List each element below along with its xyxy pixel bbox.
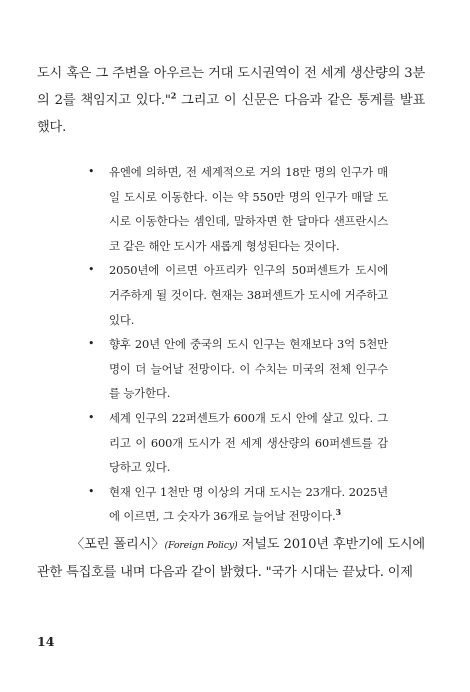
footnote-marker: 3 (335, 507, 341, 518)
bullet-icon: • (88, 410, 95, 424)
bullet-icon: • (88, 484, 95, 498)
list-item (88, 258, 388, 332)
paragraph-bottom-italic: (Foreign Policy) (164, 540, 238, 551)
list-item (88, 480, 388, 529)
bullet-icon: • (88, 337, 95, 351)
list-item-text: 세계 인구의 22퍼센트가 600개 도시 안에 살고 있다. 그리고 이 600개 도시가 전 세계 생산량의 60퍼센트를 감당하고 있다. (109, 410, 388, 475)
paragraph-top-text-after: 그리고 이 신문은 다음과 같은 통계를 발표했다. (37, 93, 426, 135)
paragraph-top-text: 도시 혹은 그 주변을 아우르는 거대 도시권역이 전 세계 생산량의 3분의 2를 책임지고 있다." (37, 66, 425, 108)
list-item-text: 향후 20년 안에 중국의 도시 인구는 현재보다 3억 5천만 명이 더 늘어날 전망이다. 이 수치는 미국의 전체 인구수를 능가한다. (109, 337, 388, 401)
paragraph-top (37, 60, 425, 141)
list-item-text: 2050년에 이르면 아프리카 인구의 50퍼센트가 도시에 거주하게 될 것이다. 현재는 38퍼센트가 도시에 거주하고 있다. (109, 263, 388, 327)
bullet-icon: • (88, 263, 95, 277)
list-item-text: 현재 인구 1천만 명 이상의 거대 도시는 23개다. 2025년에 이르면, 그 숫자가 36개로 늘어날 전망이다. (109, 484, 388, 524)
paragraph-bottom-text: 저널도 2010년 후반기에 도시에 관한 특집호를 내며 다음과 같이 밝혔다. "국가 시대는 끝났다. 이제 (37, 537, 425, 580)
paragraph-bottom-title: 〈포린 폴리시〉 (71, 537, 165, 552)
list-item (88, 160, 388, 258)
footnote-marker: 2 (170, 90, 177, 101)
statistics-list (88, 160, 388, 529)
list-item (88, 406, 388, 480)
list-item-text: 유엔에 의하면, 전 세계적으로 거의 18만 명의 인구가 매일 도시로 이동한다. 이는 약 550만 명의 인구가 매달 도시로 이동한다는 셈인데, 말하자면 한 달마다 샌프란시스코 같은 해안 도시가 새롭게 형성된다는 것이다. (109, 165, 388, 253)
page-number: 14 (37, 634, 55, 649)
paragraph-bottom (37, 531, 425, 586)
bullet-icon: • (88, 165, 95, 178)
list-item (88, 332, 388, 406)
